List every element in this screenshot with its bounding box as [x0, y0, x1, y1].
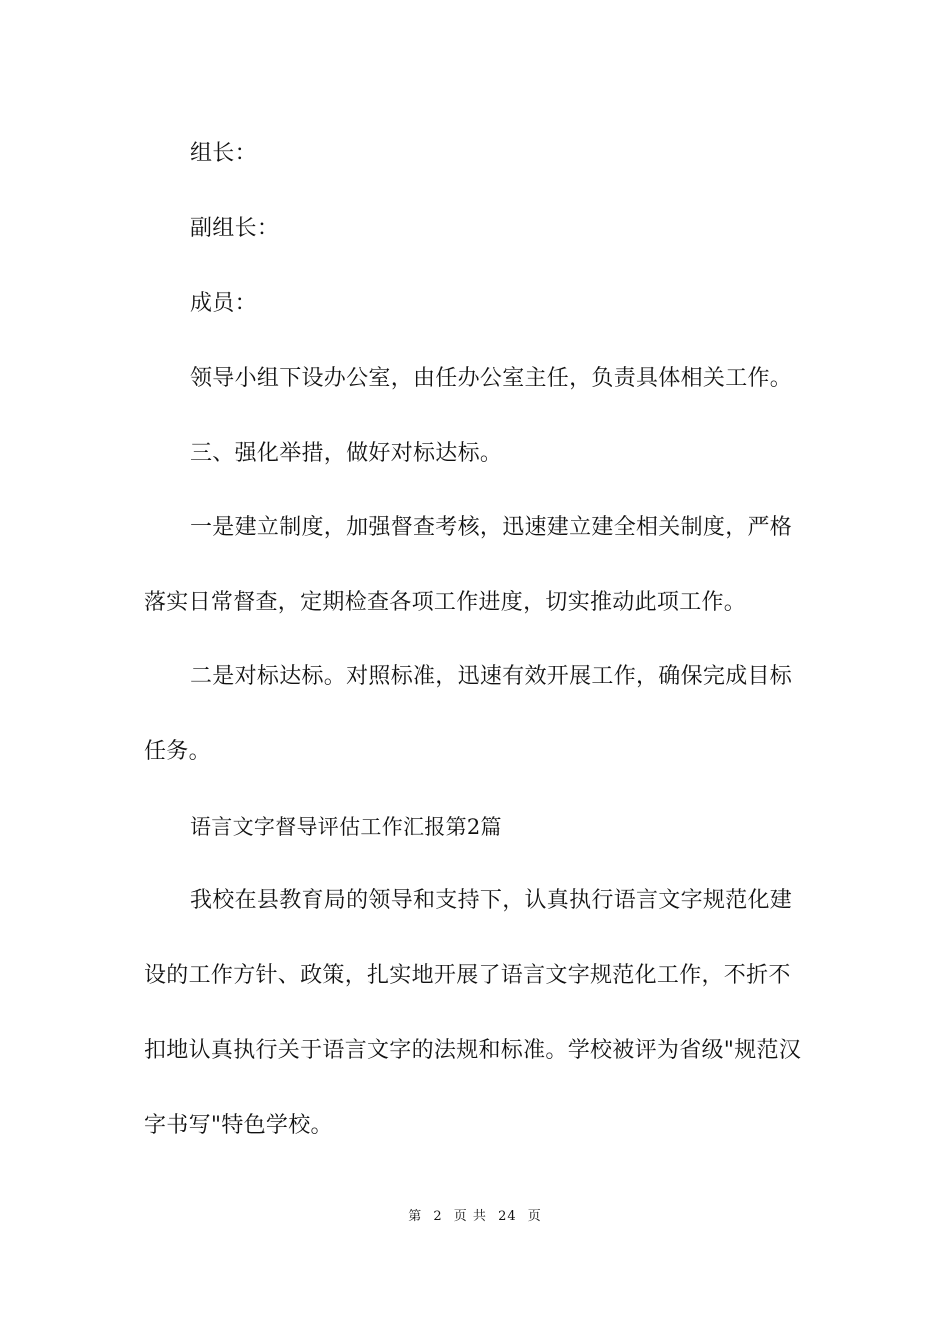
paragraph-line: 我校在县教育局的领导和支持下，认真执行语言文字规范化建	[190, 888, 793, 913]
footer-suffix: 页	[527, 1209, 542, 1224]
footer-prefix: 第	[408, 1209, 423, 1224]
footer-mid: 页 共	[453, 1209, 487, 1224]
paragraph-line: 副组长：	[190, 216, 280, 241]
paragraph-line: 成员：	[190, 291, 257, 316]
paragraph-line: 组长：	[190, 141, 257, 166]
page-footer	[0, 1208, 950, 1226]
footer-current-page: 2	[433, 1209, 443, 1224]
paragraph-line: 扣地认真执行关于语言文字的法规和标准。学校被评为省级"规范汉	[144, 1038, 802, 1063]
article-title: 语言文字督导评估工作汇报第2篇	[190, 815, 502, 839]
paragraph-line: 领导小组下设办公室，由任办公室主任，负责具体相关工作。	[190, 366, 793, 391]
paragraph-line: 设的工作方针、政策，扎实地开展了语言文字规范化工作，不折不	[144, 963, 791, 988]
paragraph-line: 二是对标达标。对照标准，迅速有效开展工作，确保完成目标	[190, 664, 793, 689]
footer-total-pages: 24	[498, 1209, 517, 1224]
paragraph-line: 落实日常督查，定期检查各项工作进度，切实推动此项工作。	[144, 590, 747, 615]
paragraph-line: 字书写"特色学校。	[144, 1113, 333, 1138]
paragraph-line: 任务。	[144, 739, 211, 764]
paragraph-line: 一是建立制度，加强督查考核，迅速建立建全相关制度，严格	[190, 515, 793, 540]
section-heading: 三、强化举措，做好对标达标。	[190, 441, 503, 466]
